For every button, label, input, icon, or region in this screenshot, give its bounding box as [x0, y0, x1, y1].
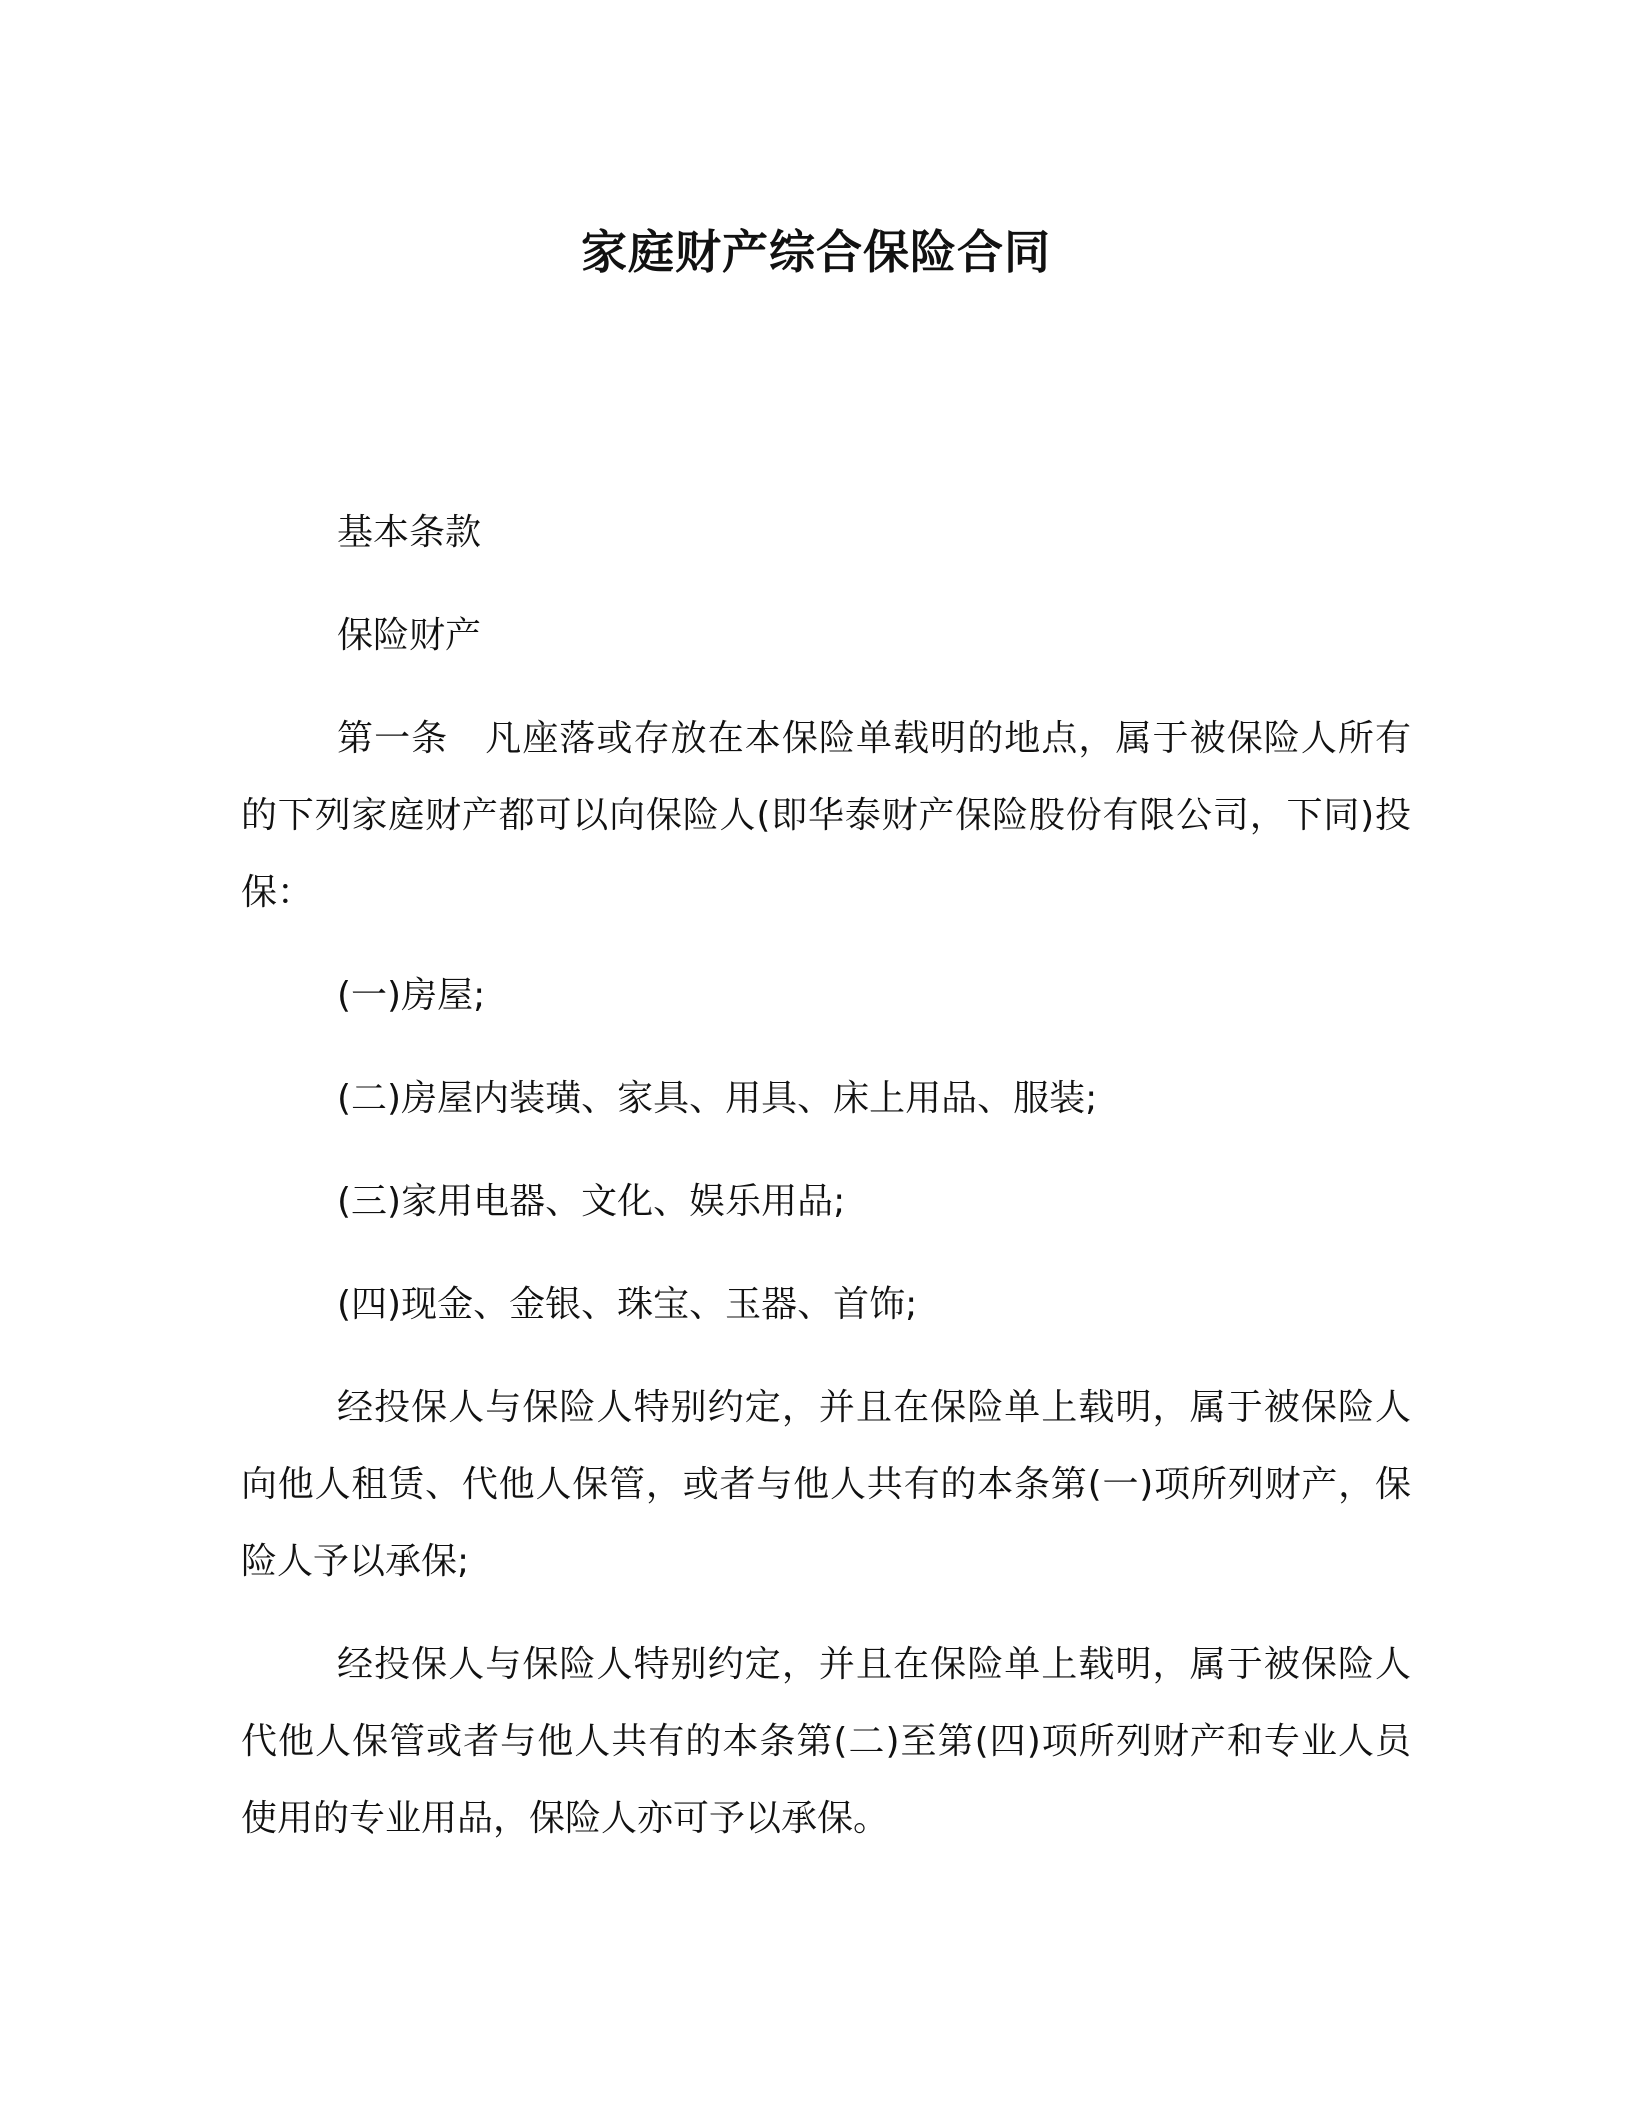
article-1-paragraph: 第一条 凡座落或存放在本保险单载明的地点，属于被保险人所有的下列家庭财产都可以向保险人(即华泰财产保险股份有限公司，下同)投保： [241, 718, 1411, 913]
list-item-valuables: (四)现金、金银、珠宝、玉器、首饰; [337, 1284, 918, 1325]
document-title: 家庭财产综合保险合同 [581, 225, 1051, 279]
list-item-furnishings: (二)房屋内装璜、家具、用具、床上用品、服装; [337, 1078, 1098, 1119]
special-agreement-paragraph-1: 经投保人与保险人特别约定，并且在保险单上载明，属于被保险人向他人租赁、代他人保管，或者与他人共有的本条第(一)项所列财产，保险人予以承保; [241, 1387, 1411, 1582]
section-heading-insured-property: 保险财产 [337, 615, 482, 656]
document-body [241, 494, 1411, 1883]
special-agreement-paragraph-2: 经投保人与保险人特别约定，并且在保险单上载明，属于被保险人代他人保管或者与他人共有的本条第(二)至第(四)项所列财产和专业人员使用的专业用品，保险人亦可予以承保。 [241, 1644, 1411, 1839]
section-heading-basic-terms: 基本条款 [337, 512, 482, 553]
list-item-appliances: (三)家用电器、文化、娱乐用品; [337, 1181, 846, 1222]
list-item-house: (一)房屋; [337, 975, 486, 1016]
